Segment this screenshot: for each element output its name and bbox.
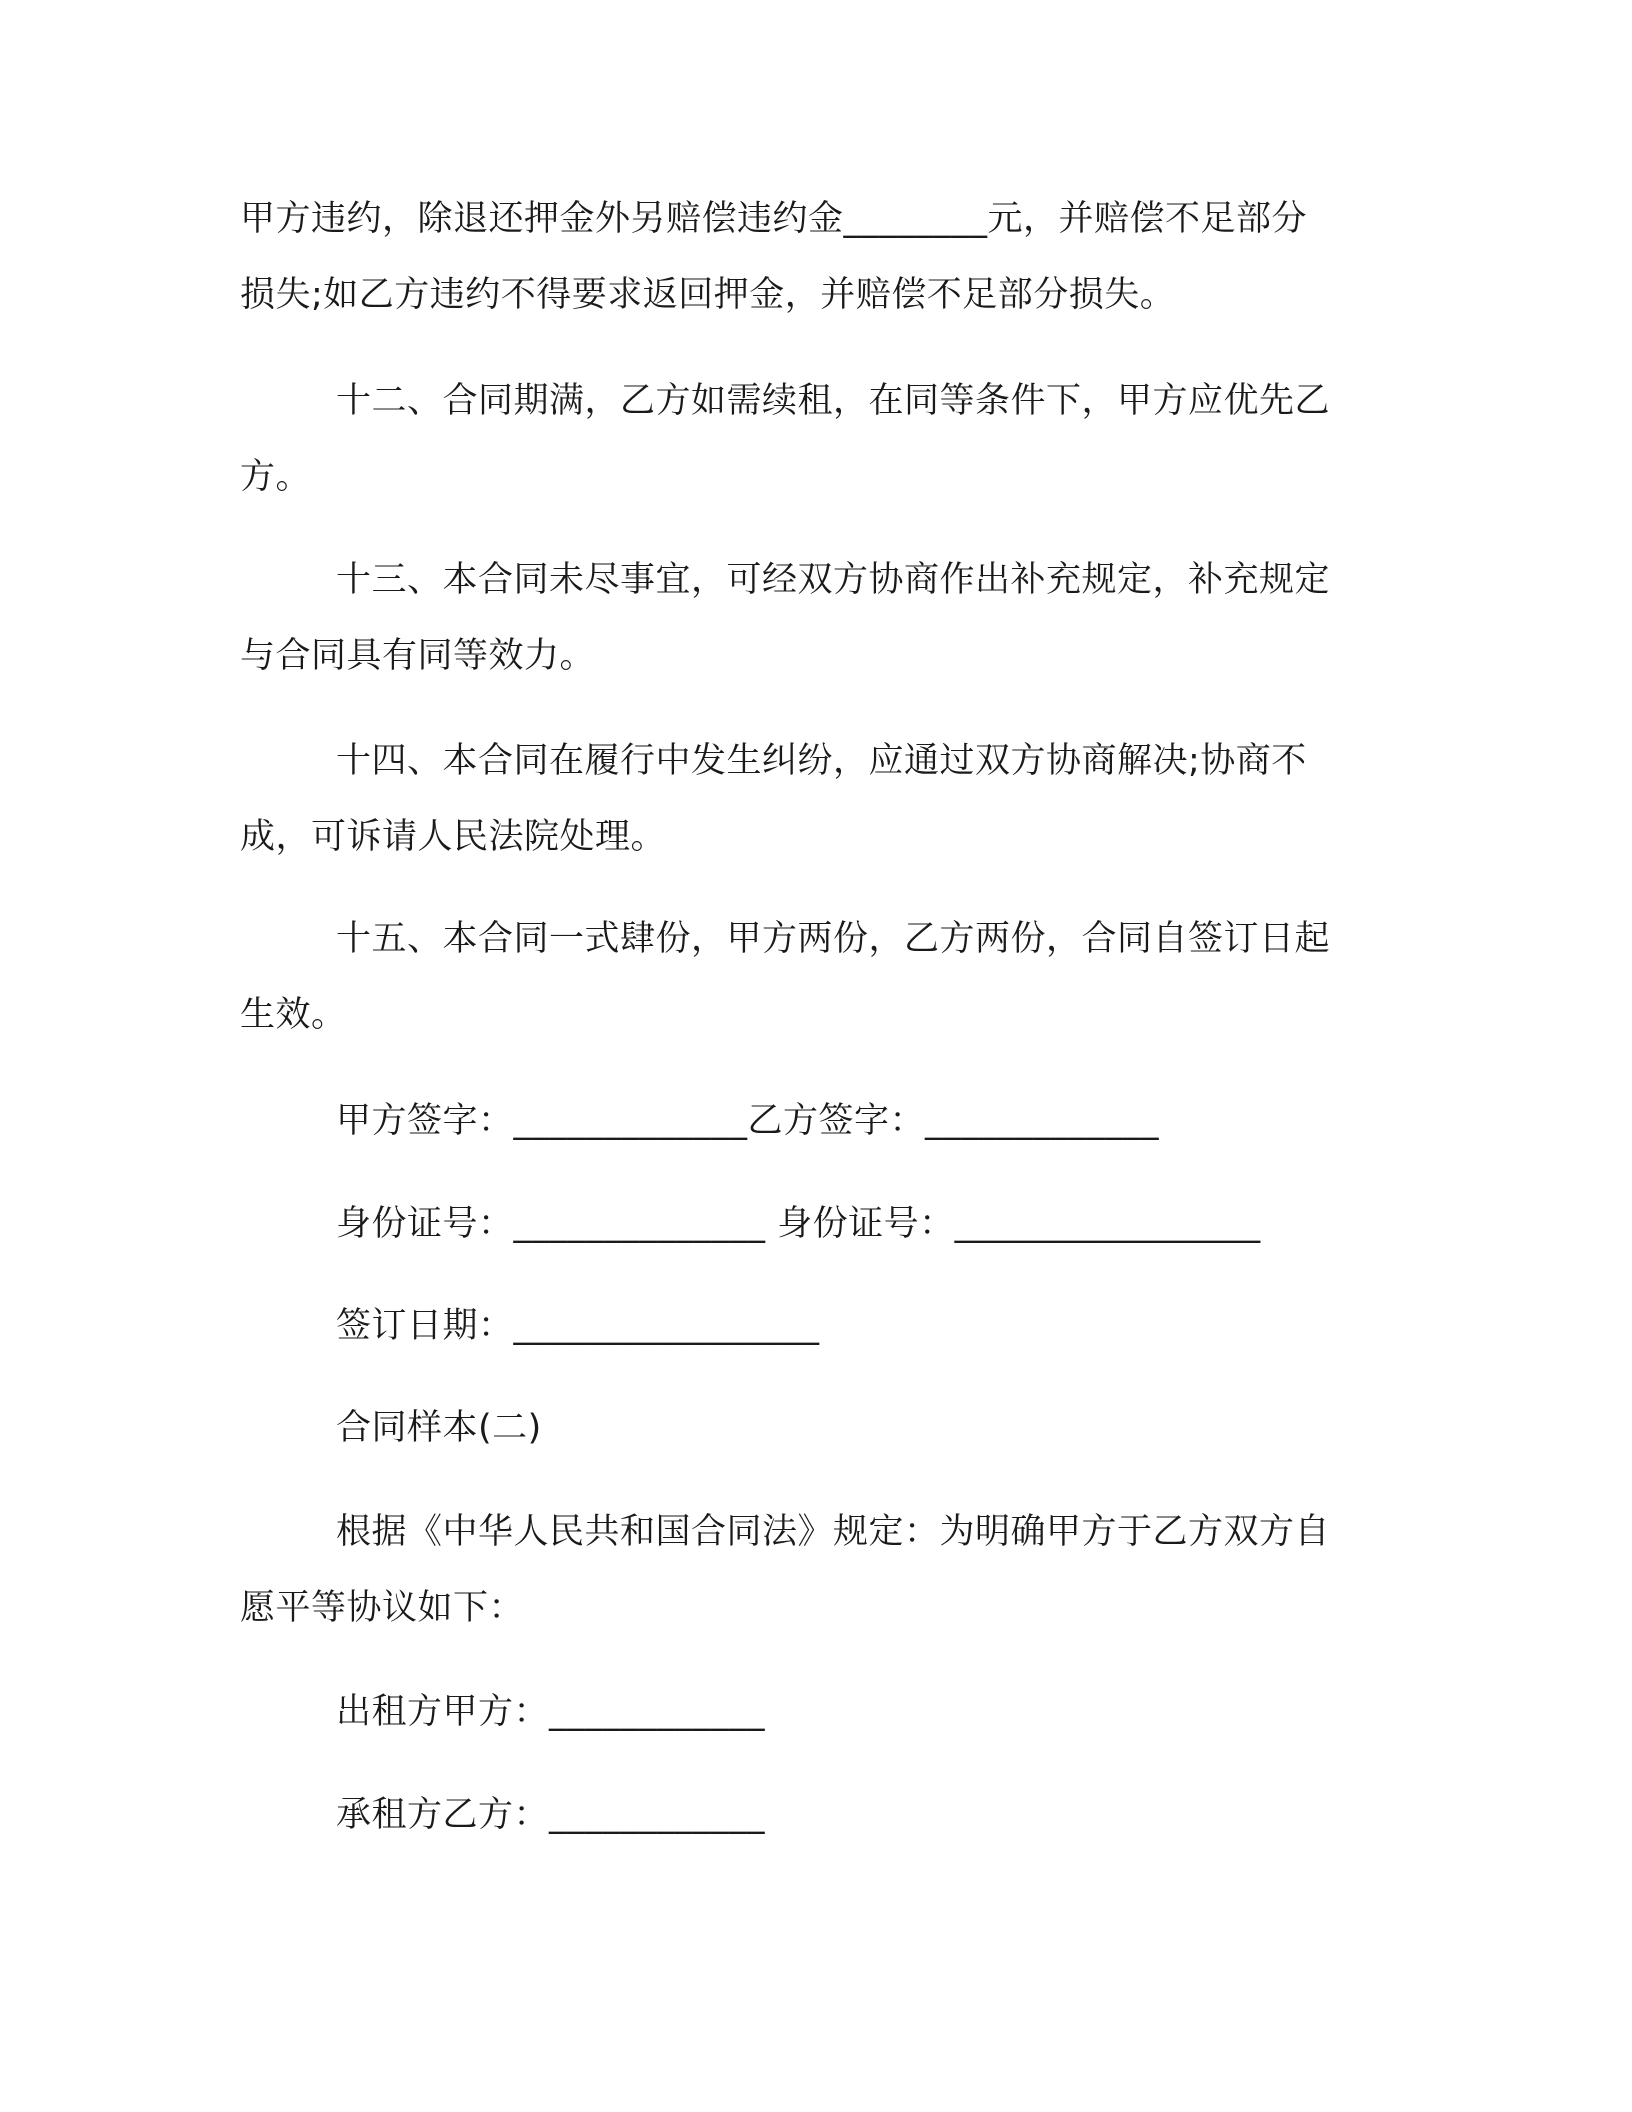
clause-12: 十二、合同期满，乙方如需续租，在同等条件下，甲方应优先乙 xyxy=(336,381,1331,421)
clause-13: 十三、本合同未尽事宜，可经双方协商作出补充规定，补充规定 xyxy=(336,560,1331,600)
signature-line: 甲方签字：_____________乙方签字：_____________ xyxy=(336,1101,1160,1141)
clause-14: 十四、本合同在履行中发生纠纷，应通过双方协商解决;协商不 xyxy=(336,741,1307,781)
intro-paragraph: 愿平等协议如下： xyxy=(240,1588,525,1628)
clause-15: 十五、本合同一式肆份，甲方两份，乙方两份，合同自签订日起 xyxy=(336,919,1331,959)
clause-11-continuation: 损失;如乙方违约不得要求返回押金，并赔偿不足部分损失。 xyxy=(240,275,1176,315)
lessor-line: 出租方甲方：____________ xyxy=(336,1692,766,1732)
signing-date-line: 签订日期：_________________ xyxy=(336,1306,820,1346)
lessee-line: 承租方乙方：____________ xyxy=(336,1795,766,1835)
section-heading: 合同样本(二) xyxy=(336,1408,542,1448)
clause-14: 成，可诉请人民法院处理。 xyxy=(240,817,667,857)
clause-11-continuation: 甲方违约，除退还押金外另赔偿违约金________元，并赔偿不足部分 xyxy=(240,199,1308,239)
clause-15: 生效。 xyxy=(240,995,347,1035)
intro-paragraph: 根据《中华人民共和国合同法》规定：为明确甲方于乙方双方自 xyxy=(336,1512,1331,1552)
clause-12: 方。 xyxy=(240,457,312,497)
clause-13: 与合同具有同等效力。 xyxy=(240,636,596,676)
id-number-line: 身份证号：______________ 身份证号：_________________ xyxy=(336,1204,1261,1244)
